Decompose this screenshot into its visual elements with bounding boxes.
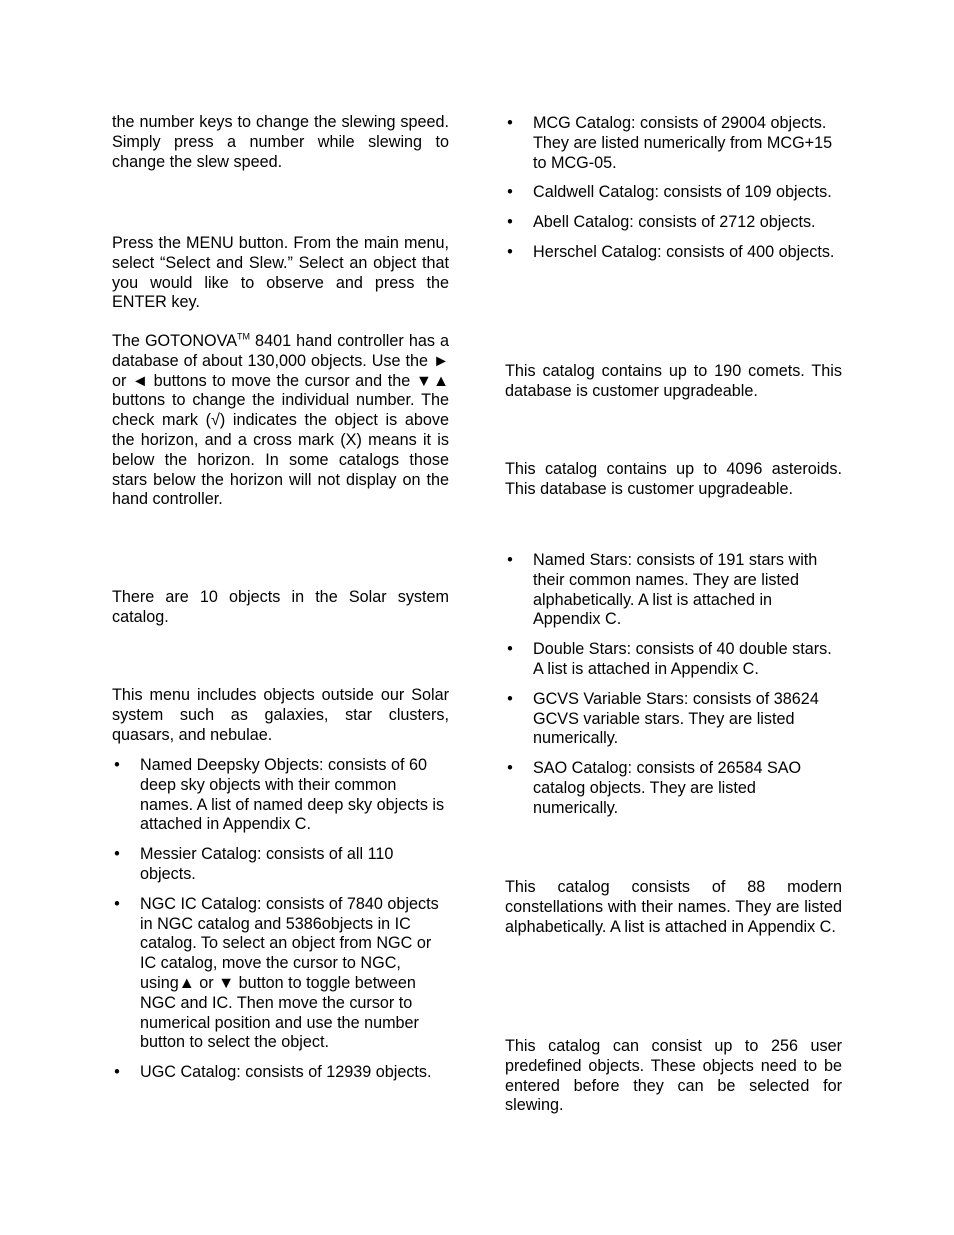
bullet-icon: • (507, 640, 513, 659)
list-item-text: NGC IC Catalog: consists of 7840 objects in NGC catalog and 5386objects in IC catalog. To select an object from NGC or IC catalog, move the cursor to NGC, using▲ or ▼ button to toggle between NGC and IC. Then move the cursor to numerical position and use the number button to select the object. (140, 894, 439, 1052)
list-item (112, 1063, 449, 1083)
bullet-icon: • (507, 759, 513, 778)
list-item (112, 845, 449, 885)
list-item (505, 183, 842, 203)
bullet-icon: • (114, 894, 120, 913)
database-paragraph (112, 332, 449, 510)
bullet-icon: • (507, 213, 513, 232)
list-item-text: UGC Catalog: consists of 12939 objects. (140, 1063, 432, 1082)
bullet-icon: • (507, 551, 513, 569)
deep-sky-paragraph: This menu includes objects outside our Solar system such as galaxies, star clusters, quasars, and nebulae. (112, 686, 449, 744)
database-description: 8401 hand controller has a database of about 130,000 objects. Use the ► or ◄ buttons to move the cursor and the ▼▲ buttons to change the individual number. The check mark (√) indicates the object is above the horizon, and a cross mark (X) means it is below the horizon. In some catalogs those stars below the horizon will not display on the hand controller. (112, 332, 449, 509)
slewing-speed-paragraph: the number keys to change the slewing speed. Simply press a number while slewing to change the slew speed. (112, 113, 449, 171)
list-item (505, 640, 842, 680)
list-item-text: Herschel Catalog: consists of 400 objects. (533, 242, 835, 261)
bullet-icon: • (507, 183, 513, 202)
list-item-text: SAO Catalog: consists of 26584 SAO catalog objects. They are listed numerically. (533, 759, 802, 817)
constellations-paragraph: This catalog consists of 88 modern constellations with their names. They are listed alphabetically. A list is attached in Appendix C. (505, 878, 842, 936)
select-and-slew-paragraph: Press the MENU button. From the main menu, select “Select and Slew.” Select an object that you would like to observe and press the ENTER key. (112, 234, 449, 312)
stars-list (505, 551, 842, 829)
list-item-text: MCG Catalog: consists of 29004 objects. They are listed numerically from MCG+15 to MCG-05. (533, 114, 833, 172)
list-item-text: GCVS Variable Stars: consists of 38624 GCVS variable stars. They are listed numerically. (533, 689, 819, 748)
trademark-mark: TM (237, 331, 250, 342)
list-item (505, 243, 842, 263)
list-item (505, 114, 842, 173)
comets-paragraph: This catalog contains up to 190 comets. This database is customer upgradeable. (505, 362, 842, 400)
list-item (505, 690, 842, 749)
list-item (505, 759, 842, 818)
user-objects-paragraph: This catalog can consist up to 256 user predefined objects. These objects need to be entered before they can be selected for slewing. (505, 1037, 842, 1115)
asteroids-paragraph: This catalog contains up to 4096 asteroids. This database is customer upgradeable. (505, 460, 842, 498)
list-item-text: Abell Catalog: consists of 2712 objects. (533, 213, 816, 232)
bullet-icon: • (507, 114, 513, 132)
list-item-text: Caldwell Catalog: consists of 109 objects. (533, 183, 832, 202)
list-item-text: Named Deepsky Objects: consists of 60 deep sky objects with their common names. A list of named deep sky objects is attached in Appendix C. (140, 756, 445, 834)
list-item (112, 756, 449, 835)
list-item-text: Double Stars: consists of 40 double stars. A list is attached in Appendix C. (533, 640, 832, 678)
solar-system-paragraph: There are 10 objects in the Solar system catalog. (112, 588, 449, 626)
bullet-icon: • (114, 756, 120, 774)
list-item (112, 895, 449, 1053)
bullet-icon: • (114, 845, 120, 864)
bullet-icon: • (114, 1063, 120, 1082)
deep-sky-catalog-list (112, 756, 449, 1093)
list-item (505, 551, 842, 630)
catalog-list (505, 114, 842, 273)
bullet-icon: • (507, 689, 513, 708)
list-item-text: Named Stars: consists of 191 stars with their common names. They are listed alphabetically. A list is attached in Appendix C. (533, 551, 818, 629)
gotonova-brand: The GOTONOVA (112, 332, 237, 350)
list-item-text: Messier Catalog: consists of all 110 objects. (140, 845, 394, 883)
bullet-icon: • (507, 242, 513, 261)
list-item (505, 213, 842, 233)
